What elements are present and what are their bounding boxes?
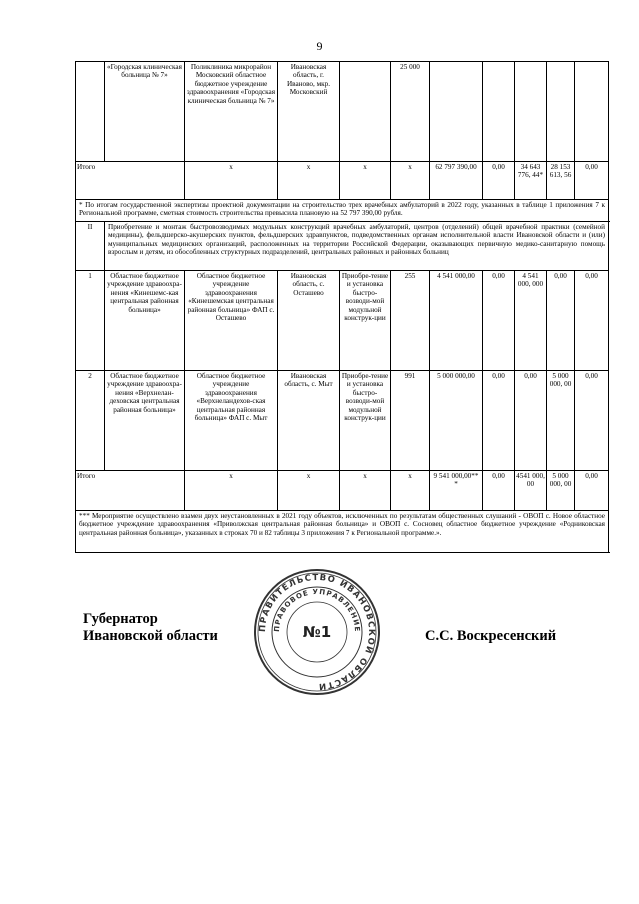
cell — [515, 62, 547, 162]
cell: 62 797 390,00 — [430, 162, 483, 200]
cell — [483, 62, 515, 162]
cell — [575, 62, 609, 162]
cell: Ивановская область, с. Мыт — [278, 371, 340, 471]
funding-table — [75, 61, 609, 553]
cell: Ивановская область, с. Осташево — [278, 271, 340, 371]
cell: х — [340, 471, 391, 511]
section-row — [76, 222, 609, 271]
cell: 255 — [391, 271, 430, 371]
cell: 0,00 — [575, 371, 609, 471]
cell: 34 643 776, 44* — [515, 162, 547, 200]
cell: Приобре-тение и установка быстро-возводи-мой модульной конструк-ции — [340, 271, 391, 371]
cell: 0,00 — [483, 371, 515, 471]
position-line-1: Губернатор — [83, 611, 158, 627]
cell: Областное бюджетное учреждение здравоохра-нения «Кинешемс-кая центральная районная больница» — [105, 271, 185, 371]
cell: х — [185, 471, 278, 511]
table-row — [76, 62, 609, 162]
cell: Областное бюджетное учреждение здравоохранения «Верхнеландехов-ская центральная районная больница» ФАП с. Мыт — [185, 371, 278, 471]
cell: 0,00 — [575, 471, 609, 511]
cell: 0,00 — [483, 162, 515, 200]
cell: 4 541 000, 000 — [515, 271, 547, 371]
cell: «Городская клиническая больница № 7» — [105, 62, 185, 162]
cell: 25 000 — [391, 62, 430, 162]
cell: 991 — [391, 371, 430, 471]
cell: Поликлиника микрорайон Московский областное бюджетное учреждение здравоохранения «Городская клиническая больница № 7» — [185, 62, 278, 162]
cell: 0,00 — [515, 371, 547, 471]
table-row — [76, 371, 609, 471]
section-number: II — [76, 222, 105, 271]
signatory-name: С.С. Воскресенский — [425, 628, 557, 644]
footnote-2: *** Мероприятие осуществлено взамен двух неустановленных в 2021 году объектов, исключенных по результатам общественных слушаний - ОВОП с. Новое областное бюджетное учреждение здравоохранения «Приволжская центральная районная больница» и ОВОП с. Сосновец областное бюджетное учреждение «Родниковская центральная районная больница», указанных в строках 70 и 82 таблицы 3 приложения 7 к Региональной программе.». — [76, 511, 609, 553]
cell — [340, 62, 391, 162]
section-title: Приобретение и монтаж быстровозводимых модульных конструкций врачебных амбулаторий, центров (отделений) общей врачебной практики (семейной медицины), фельдшерско-акушерских пунктов, фельдшерских здравпунктов, подведомственных органам исполнительной власти Ивановской области и (или) муниципальных медицинских организаций, расположенных на территории Российской Федерации, оказывающих первичную медико-санитарную помощь взрослым и детям, из обособленных структурных подразделений, центральных районных и районных больниц — [105, 222, 609, 271]
cell: 0,00 — [483, 271, 515, 371]
cell — [430, 62, 483, 162]
stamp-inner-text: ПРАВОВОЕ УПРАВЛЕНИЕ — [272, 587, 362, 633]
cell: 5 000 000, 00 — [547, 371, 575, 471]
cell: 4541 000, 00 — [515, 471, 547, 511]
cell: 0,00 — [575, 271, 609, 371]
cell — [547, 62, 575, 162]
table-row-total — [76, 162, 609, 200]
cell: 1 — [76, 271, 105, 371]
table-row-total — [76, 471, 609, 511]
page-number: 9 — [316, 39, 323, 53]
table-row — [76, 271, 609, 371]
stamp-outer-text: ПРАВИТЕЛЬСТВО ИВАНОВСКОЙ ОБЛАСТИ — [257, 572, 377, 692]
cell — [76, 62, 105, 162]
cell: 5 000 000, 00 — [547, 471, 575, 511]
cell: 0,00 — [547, 271, 575, 371]
cell: х — [185, 162, 278, 200]
table-row-note — [76, 200, 609, 222]
cell: х — [278, 162, 340, 200]
position-line-2: Ивановской области — [83, 628, 218, 644]
footnote-1: * По итогам государственной экспертизы проектной документации на строительство трех врачебных амбулаторий в 2022 году, указанных в таблице 1 приложения 7 к Региональной программе, сметная стоимость строительства превысила плановую на 52 797 390,00 рубля. — [76, 200, 609, 222]
cell: 5 000 000,00 — [430, 371, 483, 471]
table-row-note — [76, 511, 609, 553]
cell: 28 153 613, 56 — [547, 162, 575, 200]
cell: Приобре-тение и установка быстро-возводи-мой модульной конструк-ции — [340, 371, 391, 471]
cell: х — [391, 162, 430, 200]
total-label: Итого — [76, 471, 185, 511]
cell: 4 541 000,00 — [430, 271, 483, 371]
cell: 2 — [76, 371, 105, 471]
cell: х — [278, 471, 340, 511]
cell: х — [340, 162, 391, 200]
cell: Областное бюджетное учреждение здравоохранения «Кинешемская центральная районная больница» ФАП с. Осташево — [185, 271, 278, 371]
cell: 9 541 000,00** * — [430, 471, 483, 511]
cell: Ивановская область, г. Иваново, мкр. Московский — [278, 62, 340, 162]
official-seal-stamp — [252, 567, 382, 697]
cell: х — [391, 471, 430, 511]
cell: 0,00 — [483, 471, 515, 511]
total-label: Итого — [76, 162, 185, 200]
stamp-number: №1 — [302, 623, 332, 641]
cell: Областное бюджетное учреждение здравоохра-нения «Верхнелан-деховская центральная районная больница» — [105, 371, 185, 471]
signature-position — [83, 611, 218, 645]
cell: 0,00 — [575, 162, 609, 200]
